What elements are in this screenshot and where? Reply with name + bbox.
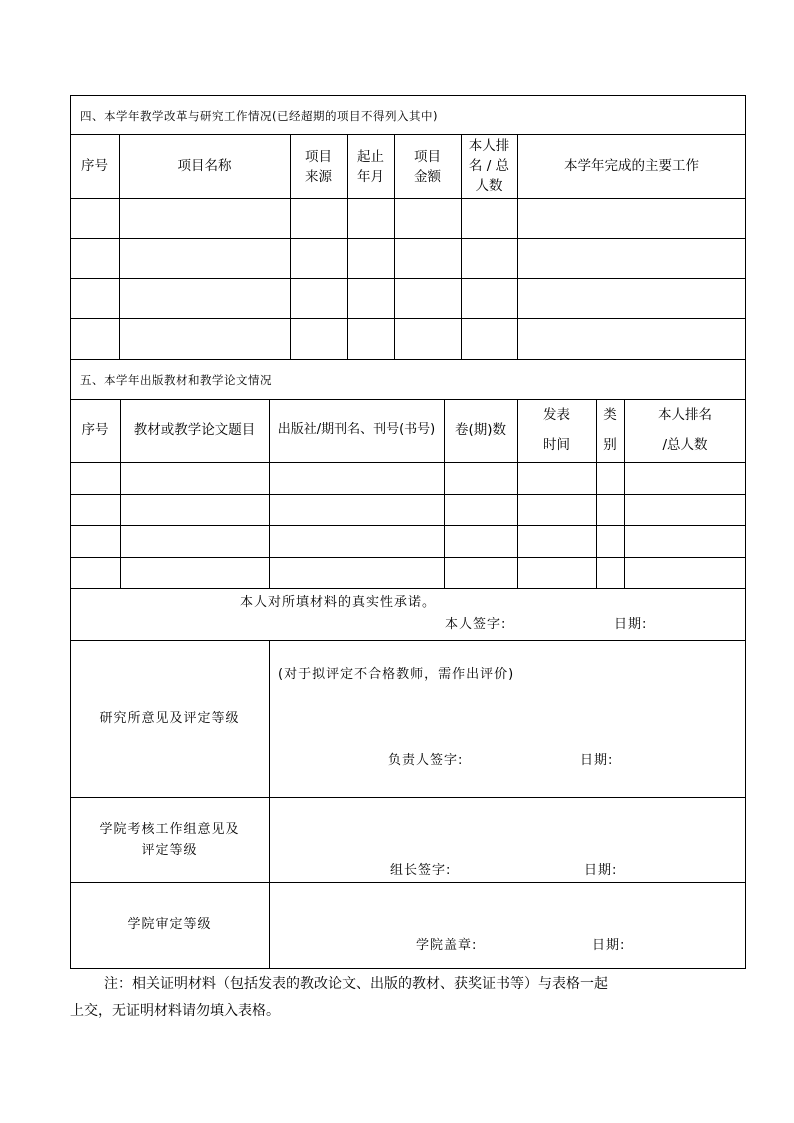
divider [517,134,518,359]
divider [70,588,746,589]
s5-header-rank-2: /总人数 [662,437,708,453]
divider [394,134,395,359]
s5-header-type-1: 类 [603,407,617,423]
s5-header-date-1: 发表 [543,407,570,423]
college-seal-label: 学院盖章: [416,938,478,953]
s5-header-date-2: 时间 [543,437,570,453]
section5-title: 五、本学年出版教材和教学论文情况 [80,373,272,387]
divider [70,882,746,883]
divider [70,238,746,239]
divider [461,134,462,359]
pledge-text: 本人对所填材料的真实性承诺。 [240,595,437,610]
divider [70,525,746,526]
s4-header-main-work: 本学年完成的主要工作 [564,158,699,174]
s4-header-period-1: 起止 [357,149,384,165]
s4-header-amount-1: 项目 [414,149,441,165]
note-line1: 注：相关证明材料（包括发表的教改论文、出版的教材、获奖证书等）与表格一起 [104,976,608,992]
s4-header-rank-1: 本人排 [468,138,510,154]
s5-header-index: 序号 [81,422,109,438]
divider [70,134,746,135]
s4-header-amount-2: 金额 [414,169,441,185]
note-line2: 上交，无证明材料请勿填入表格。 [70,1003,280,1019]
s5-header-volume: 卷(期)数 [454,422,507,438]
s5-header-publisher: 出版社/期刊名、刊号(书号) [277,422,436,437]
divider [444,399,445,588]
s4-header-period-2: 年月 [357,169,384,185]
divider [119,134,120,359]
s5-header-type-2: 别 [603,437,617,453]
college-review-label: 学院审定等级 [127,917,212,932]
divider [70,494,746,495]
college-group-date-label: 日期: [584,863,618,878]
divider [70,399,746,400]
divider [70,797,746,798]
divider [596,399,597,588]
divider [269,640,270,969]
divider [70,640,746,641]
college-group-label-line2: 评定等级 [141,843,198,858]
pledge-signature-label: 本人签字: [445,617,507,632]
institute-hint: (对于拟评定不合格教师，需作出评价) [278,667,515,682]
divider [70,278,746,279]
divider [70,462,746,463]
divider [269,399,270,588]
institute-label: 研究所意见及评定等级 [99,711,240,726]
college-review-date-label: 日期: [592,938,626,953]
divider [624,399,625,588]
s4-header-rank-3: 人数 [475,178,503,194]
s4-header-index: 序号 [81,158,108,174]
college-group-signature-label: 组长签字: [390,863,452,878]
pledge-date-label: 日期: [614,617,648,632]
divider [517,399,518,588]
s5-header-rank-1: 本人排名 [658,407,712,423]
s4-header-source-1: 项目 [305,149,332,165]
s4-header-rank-2: 名 / 总 [468,158,510,174]
institute-signature-label: 负责人签字: [388,753,464,768]
divider [347,134,348,359]
divider [290,134,291,359]
college-group-label-line1: 学院考核工作组意见及 [99,822,240,837]
divider [70,198,746,199]
divider [70,557,746,558]
divider [70,318,746,319]
s4-header-project-name: 项目名称 [177,158,232,174]
s4-header-source-2: 来源 [305,169,332,185]
institute-date-label: 日期: [580,753,614,768]
s5-header-title: 教材或教学论文题目 [133,422,256,438]
section4-title: 四、本学年教学改革与研究工作情况(已经超期的项目不得列入其中) [80,109,438,123]
divider [70,359,746,360]
divider [120,399,121,588]
